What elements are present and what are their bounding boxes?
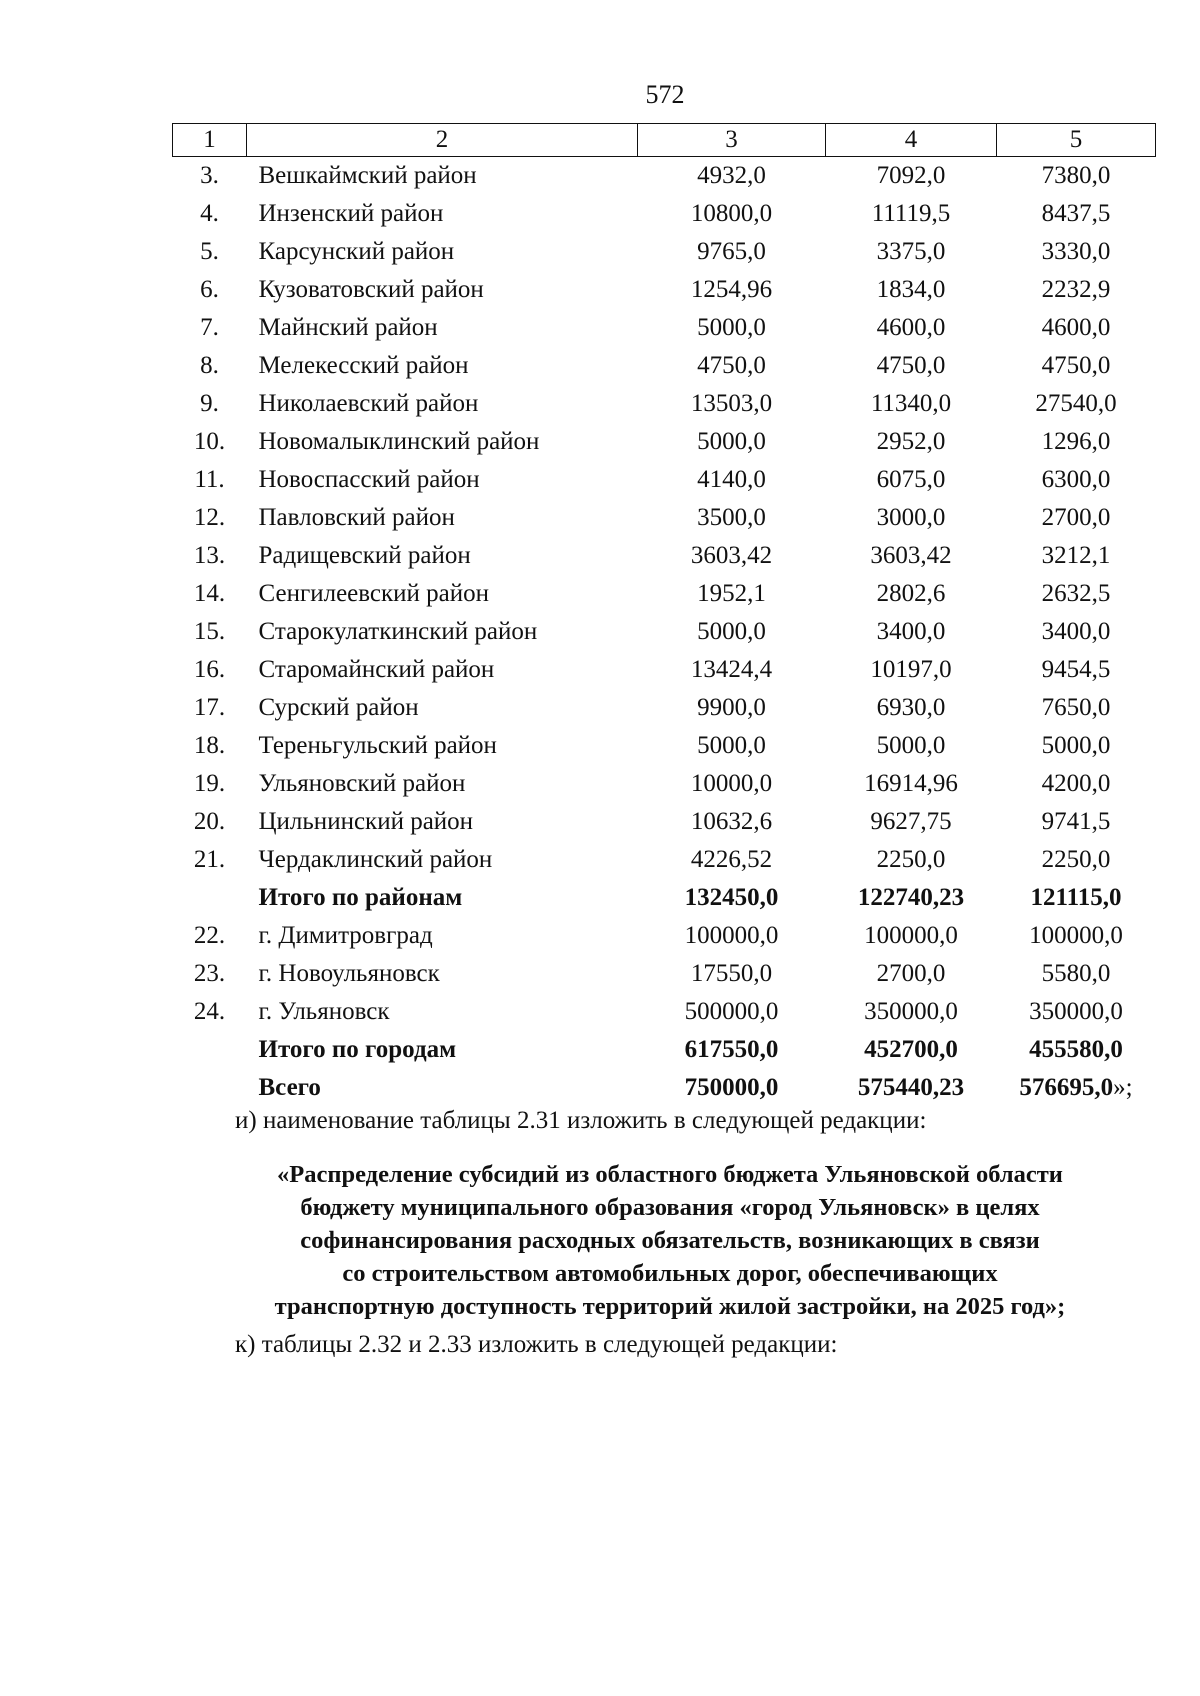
value-cell-col5-text: 27540,0 [1035,390,1117,417]
title-line: «Распределение субсидий из областного бюджета Ульяновской области [277,1161,1063,1188]
title-line: софинансирования расходных обязательств, возникающих в связи [300,1227,1040,1254]
district-name-cell [247,689,638,727]
value-cell-col4-text: 3375,0 [876,238,946,265]
district-name-cell-text: Старомайнский район [258,656,495,683]
table-title-block [190,1158,1150,1323]
value-cell-col4-text: 1834,0 [876,276,946,303]
district-name-cell-text: г. Новоульяновск [258,960,440,987]
subsidy-table [172,123,1156,1107]
value-cell-col5 [997,157,1156,196]
value-cell-col5 [997,613,1156,651]
district-name-cell-text: Павловский район [258,504,455,531]
value-cell-col4 [826,955,997,993]
district-name-cell [247,309,638,347]
table-row [173,347,1156,385]
value-cell-col3-text: 3500,0 [697,504,766,531]
value-cell-col4 [826,423,997,461]
value-cell-col4-text: 6075,0 [876,466,946,493]
table-row [173,879,1156,917]
row-number-cell-text: 3. [200,162,219,189]
district-name-cell-text: Вешкаймский район [258,162,477,189]
value-cell-col4-text: 2802,6 [876,580,946,607]
value-cell-col4-text: 9627,75 [870,808,952,835]
row-number-cell [173,955,247,993]
value-cell-col4-text: 6930,0 [876,694,946,721]
value-cell-col4-text: 4750,0 [876,352,946,379]
district-name-cell [247,727,638,765]
row-number-cell [173,765,247,803]
row-number-cell-text: 9. [200,390,219,417]
district-name-cell-text: Тереньгульский район [258,732,497,759]
value-cell-col3 [638,537,826,575]
value-cell-col3 [638,917,826,955]
row-number-cell [173,1031,247,1069]
value-cell-col5-text: 4200,0 [1041,770,1111,797]
value-cell-col5 [997,917,1156,955]
value-cell-col4-text: 452700,0 [864,1036,958,1063]
value-cell-col3 [638,157,826,196]
value-cell-col5-text: 100000,0 [1029,922,1123,949]
value-cell-col4-text: 11119,5 [871,200,951,227]
table-row [173,651,1156,689]
district-name-cell [247,879,638,917]
value-cell-col3 [638,879,826,917]
row-number-cell [173,195,247,233]
value-cell-col3-text: 1254,96 [690,276,773,303]
district-name-cell [247,993,638,1031]
value-cell-col5 [997,461,1156,499]
value-cell-col4-text: 3000,0 [876,504,946,531]
table-header-row [173,124,1156,157]
value-cell-col4-text: 5000,0 [876,732,946,759]
row-number-cell [173,385,247,423]
table-row [173,309,1156,347]
row-number-cell [173,461,247,499]
value-cell-col4-text: 7092,0 [876,162,946,189]
value-cell-col5-text: 9454,5 [1041,656,1111,683]
district-name-cell [247,537,638,575]
value-cell-col3-text: 132450,0 [684,884,779,911]
value-cell-col3-text: 750000,0 [684,1074,779,1101]
row-number-cell-text: 4. [200,200,219,227]
table-row [173,689,1156,727]
table-row [173,195,1156,233]
district-name-cell-text: Цильнинский район [258,808,474,835]
value-cell-col3 [638,385,826,423]
value-cell-col4-text: 16914,96 [864,770,958,797]
value-cell-col5 [997,955,1156,993]
value-cell-col3 [638,499,826,537]
table-row [173,575,1156,613]
row-number-cell-text: 8. [200,352,219,379]
title-line: со строительством автомобильных дорог, обеспечивающих [342,1260,998,1287]
value-cell-col4 [826,575,997,613]
title-line: бюджету муниципального образования «город Ульяновск» в целях [300,1194,1040,1221]
value-cell-col4 [826,233,997,271]
row-number-cell [173,233,247,271]
value-cell-col4 [826,271,997,309]
table-row [173,955,1156,993]
value-cell-col3-text: 100000,0 [684,922,779,949]
value-cell-col3-text: 4750,0 [697,352,766,379]
district-name-cell-text: Сурский район [258,694,419,721]
value-cell-col5 [997,841,1156,879]
value-cell-col3-text: 13503,0 [690,390,773,417]
value-cell-col5-text: 455580,0 [1029,1036,1123,1063]
value-cell-col3-text: 500000,0 [684,998,779,1025]
row-number-cell-text: 20. [193,808,226,835]
value-cell-col5 [997,803,1156,841]
row-number-cell-text: 18. [193,732,226,759]
value-cell-col5-text: 3400,0 [1041,618,1111,645]
table-row [173,1069,1156,1107]
value-cell-col3 [638,575,826,613]
value-cell-col5-text: 7380,0 [1041,162,1111,189]
row-number-cell-text: 13. [193,542,226,569]
value-cell-col5 [997,195,1156,233]
value-cell-col3 [638,651,826,689]
district-name-cell-text: Итого по районам [258,884,463,911]
value-cell-col3 [638,347,826,385]
value-cell-col4-text: 3603,42 [870,542,952,569]
row-number-cell [173,575,247,613]
value-cell-col5 [997,993,1156,1031]
district-name-cell-text: Новомалыклинский район [258,428,540,455]
table-row [173,1031,1156,1069]
value-cell-col5-text: 4750,0 [1041,352,1111,379]
value-cell-col5 [997,537,1156,575]
row-number-cell [173,651,247,689]
table-body [173,157,1156,1108]
value-cell-col5-text: 2632,5 [1041,580,1111,607]
district-name-cell [247,575,638,613]
district-name-cell [247,347,638,385]
row-number-cell [173,423,247,461]
value-cell-col5 [997,879,1156,917]
value-cell-col3 [638,1031,826,1069]
value-cell-col3 [638,233,826,271]
district-name-cell [247,1031,638,1069]
table-row [173,917,1156,955]
value-cell-col3 [638,955,826,993]
value-cell-col5 [997,689,1156,727]
table-row [173,157,1156,196]
value-cell-col3 [638,1069,826,1107]
value-cell-col4 [826,385,997,423]
value-cell-col4 [826,651,997,689]
row-number-cell [173,347,247,385]
table-row [173,841,1156,879]
value-cell-col3 [638,309,826,347]
value-cell-col5 [997,309,1156,347]
column-header: 1 [173,124,247,157]
row-number-cell [173,879,247,917]
value-cell-col3 [638,803,826,841]
value-cell-col5-text: 121115,0 [1030,884,1122,911]
district-name-cell [247,157,638,196]
district-name-cell [247,613,638,651]
value-cell-col3 [638,765,826,803]
district-name-cell-text: Радищевский район [258,542,471,569]
closing-quote: »; [1113,1074,1133,1101]
district-name-cell-text: Николаевский район [258,390,479,417]
value-cell-col5-text: 2232,9 [1041,276,1111,303]
value-cell-col3 [638,423,826,461]
table-row [173,461,1156,499]
value-cell-col5 [997,233,1156,271]
value-cell-col3 [638,195,826,233]
row-number-cell-text: 17. [193,694,226,721]
value-cell-col5-text: 2250,0 [1041,846,1111,873]
value-cell-col4-text: 11340,0 [870,390,952,417]
row-number-cell [173,917,247,955]
district-name-cell [247,803,638,841]
value-cell-col4-text: 2250,0 [876,846,946,873]
column-header: 4 [826,124,997,157]
value-cell-col3 [638,613,826,651]
value-cell-col3-text: 1952,1 [697,580,766,607]
table-row [173,385,1156,423]
table-row [173,803,1156,841]
value-cell-col4 [826,841,997,879]
column-header: 2 [247,124,638,157]
district-name-cell [247,765,638,803]
column-header: 3 [638,124,826,157]
value-cell-col3 [638,727,826,765]
paragraph-k: к) таблицы 2.32 и 2.33 изложить в следующей редакции: [235,1331,838,1358]
value-cell-col4 [826,613,997,651]
row-number-cell-text: 6. [200,276,219,303]
value-cell-col5 [997,1069,1156,1107]
value-cell-col5 [997,385,1156,423]
value-cell-col5 [997,765,1156,803]
district-name-cell-text: Майнский район [258,314,438,341]
value-cell-col5-text: 3212,1 [1041,542,1111,569]
value-cell-col4-text: 3400,0 [876,618,946,645]
district-name-cell-text: Инзенский район [258,200,444,227]
district-name-cell-text: Ульяновский район [258,770,466,797]
table-row [173,993,1156,1031]
value-cell-col5-text: 5580,0 [1041,960,1111,987]
value-cell-col3 [638,461,826,499]
value-cell-col4-text: 2700,0 [876,960,946,987]
value-cell-col5-text: 4600,0 [1041,314,1111,341]
value-cell-col3 [638,271,826,309]
value-cell-col5 [997,499,1156,537]
value-cell-col5-text: 9741,5 [1041,808,1111,835]
district-name-cell [247,233,638,271]
table-row [173,423,1156,461]
value-cell-col4 [826,879,997,917]
row-number-cell [173,689,247,727]
district-name-cell [247,1069,638,1107]
value-cell-col3-text: 5000,0 [697,314,766,341]
value-cell-col4 [826,917,997,955]
row-number-cell [173,537,247,575]
district-name-cell [247,841,638,879]
value-cell-col3-text: 17550,0 [690,960,773,987]
table-row [173,727,1156,765]
value-cell-col5 [997,651,1156,689]
value-cell-col4 [826,537,997,575]
row-number-cell [173,993,247,1031]
value-cell-col3 [638,689,826,727]
value-cell-col3-text: 9900,0 [697,694,766,721]
value-cell-col5 [997,347,1156,385]
title-line: транспортную доступность территорий жилой застройки, на 2025 год»; [274,1293,1066,1320]
value-cell-col4 [826,993,997,1031]
column-header: 5 [997,124,1156,157]
value-cell-col5-text: 2700,0 [1041,504,1111,531]
district-name-cell-text: Мелекесский район [258,352,469,379]
table-row [173,765,1156,803]
district-name-cell-text: Чердаклинский район [258,846,493,873]
row-number-cell-text: 24. [193,998,226,1025]
value-cell-col4 [826,727,997,765]
value-cell-col5-text: 5000,0 [1041,732,1111,759]
row-number-cell-text: 10. [193,428,226,455]
value-cell-col5-text: 350000,0 [1029,998,1123,1025]
row-number-cell [173,841,247,879]
district-name-cell-text: Всего [258,1074,321,1101]
table-row [173,613,1156,651]
value-cell-col4-text: 100000,0 [864,922,958,949]
value-cell-col3-text: 5000,0 [697,428,766,455]
value-cell-col4 [826,499,997,537]
row-number-cell-text: 5. [200,238,219,265]
row-number-cell [173,499,247,537]
row-number-cell [173,271,247,309]
value-cell-col5-text: 6300,0 [1041,466,1111,493]
district-name-cell [247,461,638,499]
value-cell-col4 [826,195,997,233]
value-cell-col4 [826,157,997,196]
value-cell-col3-text: 5000,0 [697,618,766,645]
row-number-cell-text: 15. [193,618,226,645]
row-number-cell [173,613,247,651]
value-cell-col4 [826,309,997,347]
row-number-cell [173,309,247,347]
table-row [173,271,1156,309]
value-cell-col4 [826,689,997,727]
district-name-cell-text: Карсунский район [258,238,455,265]
row-number-cell [173,1069,247,1107]
value-cell-col4-text: 10197,0 [870,656,952,683]
value-cell-col3-text: 10800,0 [690,200,773,227]
value-cell-col5 [997,271,1156,309]
value-cell-col4-text: 575440,23 [857,1074,965,1101]
value-cell-col5-text: 3330,0 [1041,238,1111,265]
district-name-cell-text: Итого по городам [258,1036,457,1063]
value-cell-col4 [826,1069,997,1107]
table-row [173,537,1156,575]
district-name-cell-text: Новоспасский район [258,466,480,493]
row-number-cell-text: 7. [200,314,219,341]
row-number-cell [173,727,247,765]
district-name-cell [247,651,638,689]
value-cell-col4-text: 122740,23 [857,884,965,911]
district-name-cell [247,955,638,993]
district-name-cell [247,195,638,233]
row-number-cell-text: 14. [193,580,226,607]
value-cell-col5 [997,1031,1156,1069]
value-cell-col4 [826,347,997,385]
value-cell-col5-text: 7650,0 [1041,694,1111,721]
value-cell-col4-text: 2952,0 [876,428,946,455]
district-name-cell [247,917,638,955]
value-cell-col4-text: 350000,0 [864,998,958,1025]
value-cell-col5 [997,423,1156,461]
value-cell-col3-text: 3603,42 [690,542,773,569]
district-name-cell-text: Старокулаткинский район [258,618,538,645]
value-cell-col3 [638,841,826,879]
value-cell-col3-text: 5000,0 [697,732,766,759]
row-number-cell-text: 16. [193,656,226,683]
row-number-cell-text: 22. [193,922,226,949]
page-number: 572 [645,80,685,109]
district-name-cell-text: Сенгилеевский район [258,580,490,607]
paragraph-i: и) наименование таблицы 2.31 изложить в следующей редакции: [235,1107,927,1134]
row-number-cell-text: 23. [193,960,226,987]
district-name-cell [247,385,638,423]
value-cell-col5-text: 1296,0 [1041,428,1111,455]
district-name-cell-text: Кузоватовский район [258,276,484,303]
district-name-cell [247,423,638,461]
value-cell-col4 [826,461,997,499]
value-cell-col4 [826,1031,997,1069]
value-cell-col5 [997,727,1156,765]
district-name-cell [247,271,638,309]
value-cell-col3-text: 617550,0 [684,1036,779,1063]
value-cell-col5-text: 576695,0 [1019,1074,1114,1101]
value-cell-col3-text: 4226,52 [690,846,773,873]
table-row [173,499,1156,537]
value-cell-col4-text: 4600,0 [876,314,946,341]
value-cell-col5-text: 8437,5 [1041,200,1111,227]
value-cell-col3-text: 4932,0 [697,162,766,189]
value-cell-col3-text: 10000,0 [690,770,773,797]
row-number-cell-text: 19. [193,770,226,797]
table-row [173,233,1156,271]
value-cell-col3-text: 13424,4 [690,656,773,683]
district-name-cell-text: г. Ульяновск [258,998,390,1025]
value-cell-col4 [826,765,997,803]
row-number-cell-text: 11. [194,466,225,493]
row-number-cell [173,157,247,196]
value-cell-col5 [997,575,1156,613]
row-number-cell [173,803,247,841]
value-cell-col3-text: 4140,0 [697,466,766,493]
value-cell-col3 [638,993,826,1031]
value-cell-col4 [826,803,997,841]
row-number-cell-text: 21. [193,846,226,873]
value-cell-col3-text: 9765,0 [697,238,766,265]
value-cell-col3-text: 10632,6 [690,808,773,835]
district-name-cell-text: г. Димитровград [258,922,433,949]
district-name-cell [247,499,638,537]
row-number-cell-text: 12. [193,504,226,531]
